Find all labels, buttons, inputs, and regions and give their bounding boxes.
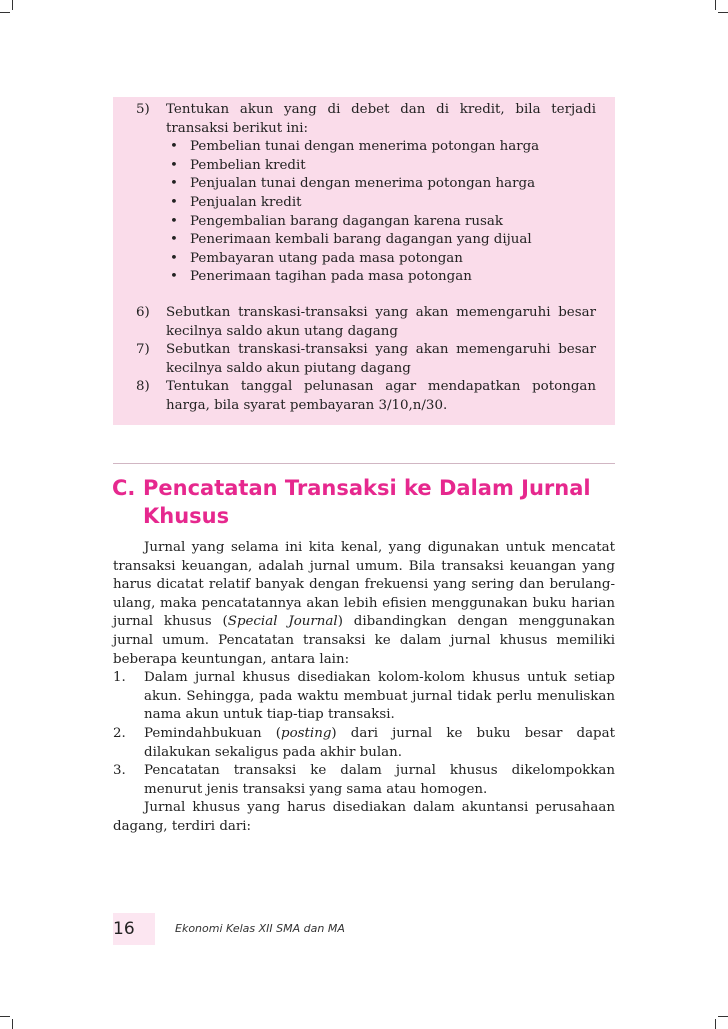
exercise-number: 8) [136,379,150,395]
crop-mark [12,1019,13,1029]
bullet-item: • Pembelian kredit [166,157,596,176]
bullet-icon: • [170,232,178,248]
exercise-number: 5) [136,102,150,117]
bullet-item: • Penerimaan tagihan pada masa potongan [166,268,596,287]
exercise-text: Sebutkan transkasi-transaksi yang akan memengaruhi besar kecilnya saldo akun utang dagang [166,305,596,339]
advantage-item-2: 2. Pemindahbukuan (posting) dari jurnal ke buku besar dapat dilakukan sekaligus pada akhir bulan. [113,725,615,760]
crop-mark [718,12,728,13]
crop-mark [715,1019,716,1029]
bullet-icon: • [170,139,178,155]
body-content [113,539,615,837]
crop-mark [0,1016,10,1017]
exercise-item-8 [128,378,596,415]
bullet-icon: • [170,176,178,192]
exercise-text: Tentukan akun yang di debet dan di kredit, bila terjadi transaksi berikut ini: [166,102,596,136]
closing-paragraph: Jurnal khusus yang harus disediakan dalam akuntansi perusahaan dagang, terdiri dari: [113,800,615,834]
bullet-item: • Pembayaran utang pada masa potongan [166,250,596,269]
bullet-item: • Pembelian tunai dengan menerima potongan harga [166,138,596,157]
bullet-icon: • [170,250,178,266]
exercise-item-7 [128,341,596,378]
page-number: 16 [113,913,155,945]
bullet-item: • Penerimaan kembali barang dagangan yang dijual [166,231,596,250]
exercise-text: Tentukan tanggal pelunasan agar mendapatkan potongan harga, bila syarat pembayaran 3/10,n/30. [166,379,596,413]
bullet-icon: • [170,194,178,210]
italic-term: posting [281,725,332,741]
exercise-number: 6) [136,305,150,320]
list-number: 3. [113,763,126,779]
bullet-icon: • [170,213,178,229]
exercise-item-6 [128,304,596,341]
bullet-icon: • [170,157,178,173]
section-heading [112,474,612,530]
crop-mark [0,12,10,13]
crop-mark [715,0,716,10]
crop-mark [718,1016,728,1017]
crop-mark [12,0,13,10]
bullet-item: • Penjualan tunai dengan menerima potongan harga [166,175,596,194]
list-number: 1. [113,670,126,686]
bullet-item: • Pengembalian barang dagangan karena rusak [166,213,596,232]
exercise-text: Sebutkan transkasi-transaksi yang akan memengaruhi besar kecilnya saldo akun piutang dagang [166,342,596,376]
list-number: 2. [113,725,126,741]
intro-paragraph: Jurnal yang selama ini kita kenal, yang digunakan untuk mencatat transaksi keuangan, adalah jurnal umum. Bila transaksi keuangan yang harus dicatat relatif banyak dengan frekuensi yang sering dan berulang-ulang, maka pencatatannya akan lebih efisien menggunakan buku harian jurnal khusus (Special Journal) dibandingkan dengan menggunakan jurnal umum. Pencatatan transaksi ke dalam jurnal khusus memiliki beberapa keuntungan, antara lain: [113,540,615,667]
section-title-text: Pencatatan Transaksi ke Dalam Jurnal Khusus [143,476,591,528]
section-divider [113,463,615,464]
advantage-item-1: 1. Dalam jurnal khusus disediakan kolom-kolom khusus untuk setiap akun. Sehingga, pada waktu membuat jurnal tidak perlu menuliskan nama akun untuk tiap-tiap transaksi. [113,670,615,723]
exercise-number: 7) [136,342,150,358]
footer-book-title: Ekonomi Kelas XII SMA dan MA [175,922,345,935]
italic-term: Special Journal [227,614,338,630]
exercise-bullet-list [166,138,596,287]
exercise-list-top [128,101,596,287]
exercise-list-bottom [128,304,596,416]
bullet-item: • Penjualan kredit [166,194,596,213]
exercise-item-5 [128,101,596,287]
bullet-icon: • [170,269,178,285]
section-letter: C. [112,476,136,500]
advantage-item-3: 3. Pencatatan transaksi ke dalam jurnal khusus dikelompokkan menurut jenis transaksi yang sama atau homogen. [113,763,615,797]
